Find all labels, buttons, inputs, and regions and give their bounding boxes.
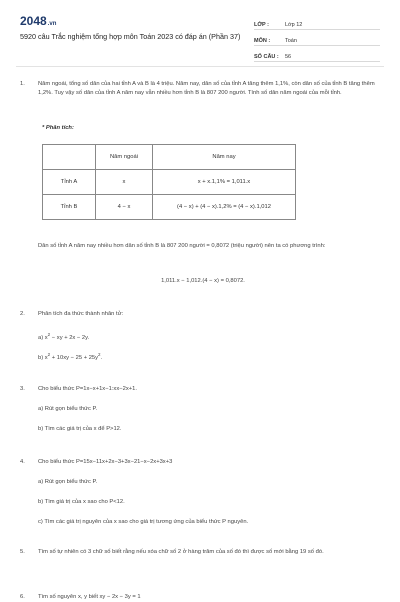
meta-class-row: [254, 14, 380, 30]
question-4-part-c: [20, 518, 386, 527]
part-b: b) Tìm các giá trị của x để P>12.: [38, 426, 122, 432]
question-1: [20, 80, 386, 98]
table-cell: Năm nay: [153, 145, 296, 170]
question-5: [20, 548, 386, 557]
question-number: 4.: [20, 459, 25, 465]
question-3: [20, 385, 386, 394]
question-text: Phân tích đa thức thành nhân tử:: [38, 311, 124, 317]
table-cell: (4 − x) + (4 − x).1,2% = (4 − x).1,012: [153, 195, 296, 220]
question-text: Năm ngoái, tổng số dân của hai tỉnh A và B là 4 triệu. Năm nay, dân số của tỉnh A tăng thêm 1,1%, còn dân số của tỉnh B tăng thêm 1,2%. Tuy vậy số dân của tỉnh A năm nay vẫn nhiều hơn tỉnh B là 807 200 người. Tính số dân năm ngoái của mỗi tỉnh.: [38, 81, 375, 96]
meta-value: 56: [285, 54, 292, 60]
analysis-label-row: [20, 124, 386, 133]
question-number: 6.: [20, 594, 25, 600]
question-text: Cho biểu thức P=15x−11x+2x−3+3x−21−x−2x+3x+3: [38, 459, 173, 465]
question-number: 5.: [20, 549, 25, 555]
question-2: [20, 310, 386, 319]
part-b: b) $x^2 + 10xy - 25 + 25y^2$.: [38, 352, 103, 361]
analysis-label: * Phân tích:: [42, 125, 74, 131]
equation: 1,011.x − 1,012.(4 − x) = 0,8072.: [161, 278, 245, 284]
meta-key: MÔN :: [254, 38, 271, 44]
part-a: a) $x^2$ − xy + 2x − 2y.: [38, 332, 90, 341]
population-table: [42, 144, 296, 220]
table-cell: Năm ngoái: [96, 145, 153, 170]
q1-equation-row: [20, 277, 386, 286]
page-header: [0, 0, 400, 72]
question-4-part-a: [20, 478, 386, 487]
table-cell: 4 − x: [96, 195, 153, 220]
table-cell: Tỉnh B: [43, 195, 96, 220]
explanation-text: Dân số tỉnh A năm nay nhiều hơn dân số tỉnh B là 807 200 người = 0,8072 (triệu người) nên ta có phương trình:: [38, 243, 326, 249]
question-4: [20, 458, 386, 467]
question-3-part-b: [20, 425, 386, 434]
question-3-part-a: [20, 405, 386, 414]
document-title: 5920 câu Trắc nghiệm tổng hợp môn Toán 2023 có đáp án (Phần 37): [20, 32, 241, 41]
question-text: Tìm số nguyên x, y biết xy − 2x − 3y = 1: [38, 594, 141, 600]
meta-key: SỐ CÂU :: [254, 54, 279, 60]
table-cell: [43, 145, 96, 170]
part-a: a) Rút gọn biểu thức P.: [38, 479, 98, 485]
meta-subject-row: [254, 30, 380, 46]
table-row: [43, 170, 296, 195]
question-number: 1.: [20, 81, 25, 87]
table-cell: x + x.1,1% = 1,011.x: [153, 170, 296, 195]
part-c: c) Tìm các giá trị nguyên của x sao cho giá trị tương ứng của biểu thức P nguyên.: [38, 519, 249, 525]
table-cell: x: [96, 170, 153, 195]
question-2-part-a: [20, 330, 386, 343]
part-b: b) Tìm giá trị của x sao cho P<12.: [38, 499, 125, 505]
part-a: a) Rút gọn biểu thức P.: [38, 406, 98, 412]
meta-key: LỚP :: [254, 22, 269, 28]
header-divider: [16, 66, 384, 67]
question-4-part-b: [20, 498, 386, 507]
question-text: Cho biểu thức P=1x−x+1x−1:xx−2x+1.: [38, 386, 137, 392]
question-text: Tìm số tự nhiên có 3 chữ số biết rằng nếu xóa chữ số 2 ở hàng trăm của số đó thì được số mới bằng 19 số đó.: [38, 549, 324, 555]
question-2-part-b: [20, 350, 386, 363]
meta-value: Lớp 12: [285, 22, 303, 28]
meta-count-row: [254, 46, 380, 62]
question-number: 2.: [20, 311, 25, 317]
metadata-box: [254, 14, 380, 62]
table-header-row: [43, 145, 296, 170]
question-6: [20, 593, 386, 602]
meta-value: Toán: [285, 38, 297, 44]
site-logo[interactable]: 2048.vn: [20, 14, 57, 28]
table-cell: Tỉnh A: [43, 170, 96, 195]
question-number: 3.: [20, 386, 25, 392]
q1-after-table: [20, 242, 386, 251]
table-row: [43, 195, 296, 220]
